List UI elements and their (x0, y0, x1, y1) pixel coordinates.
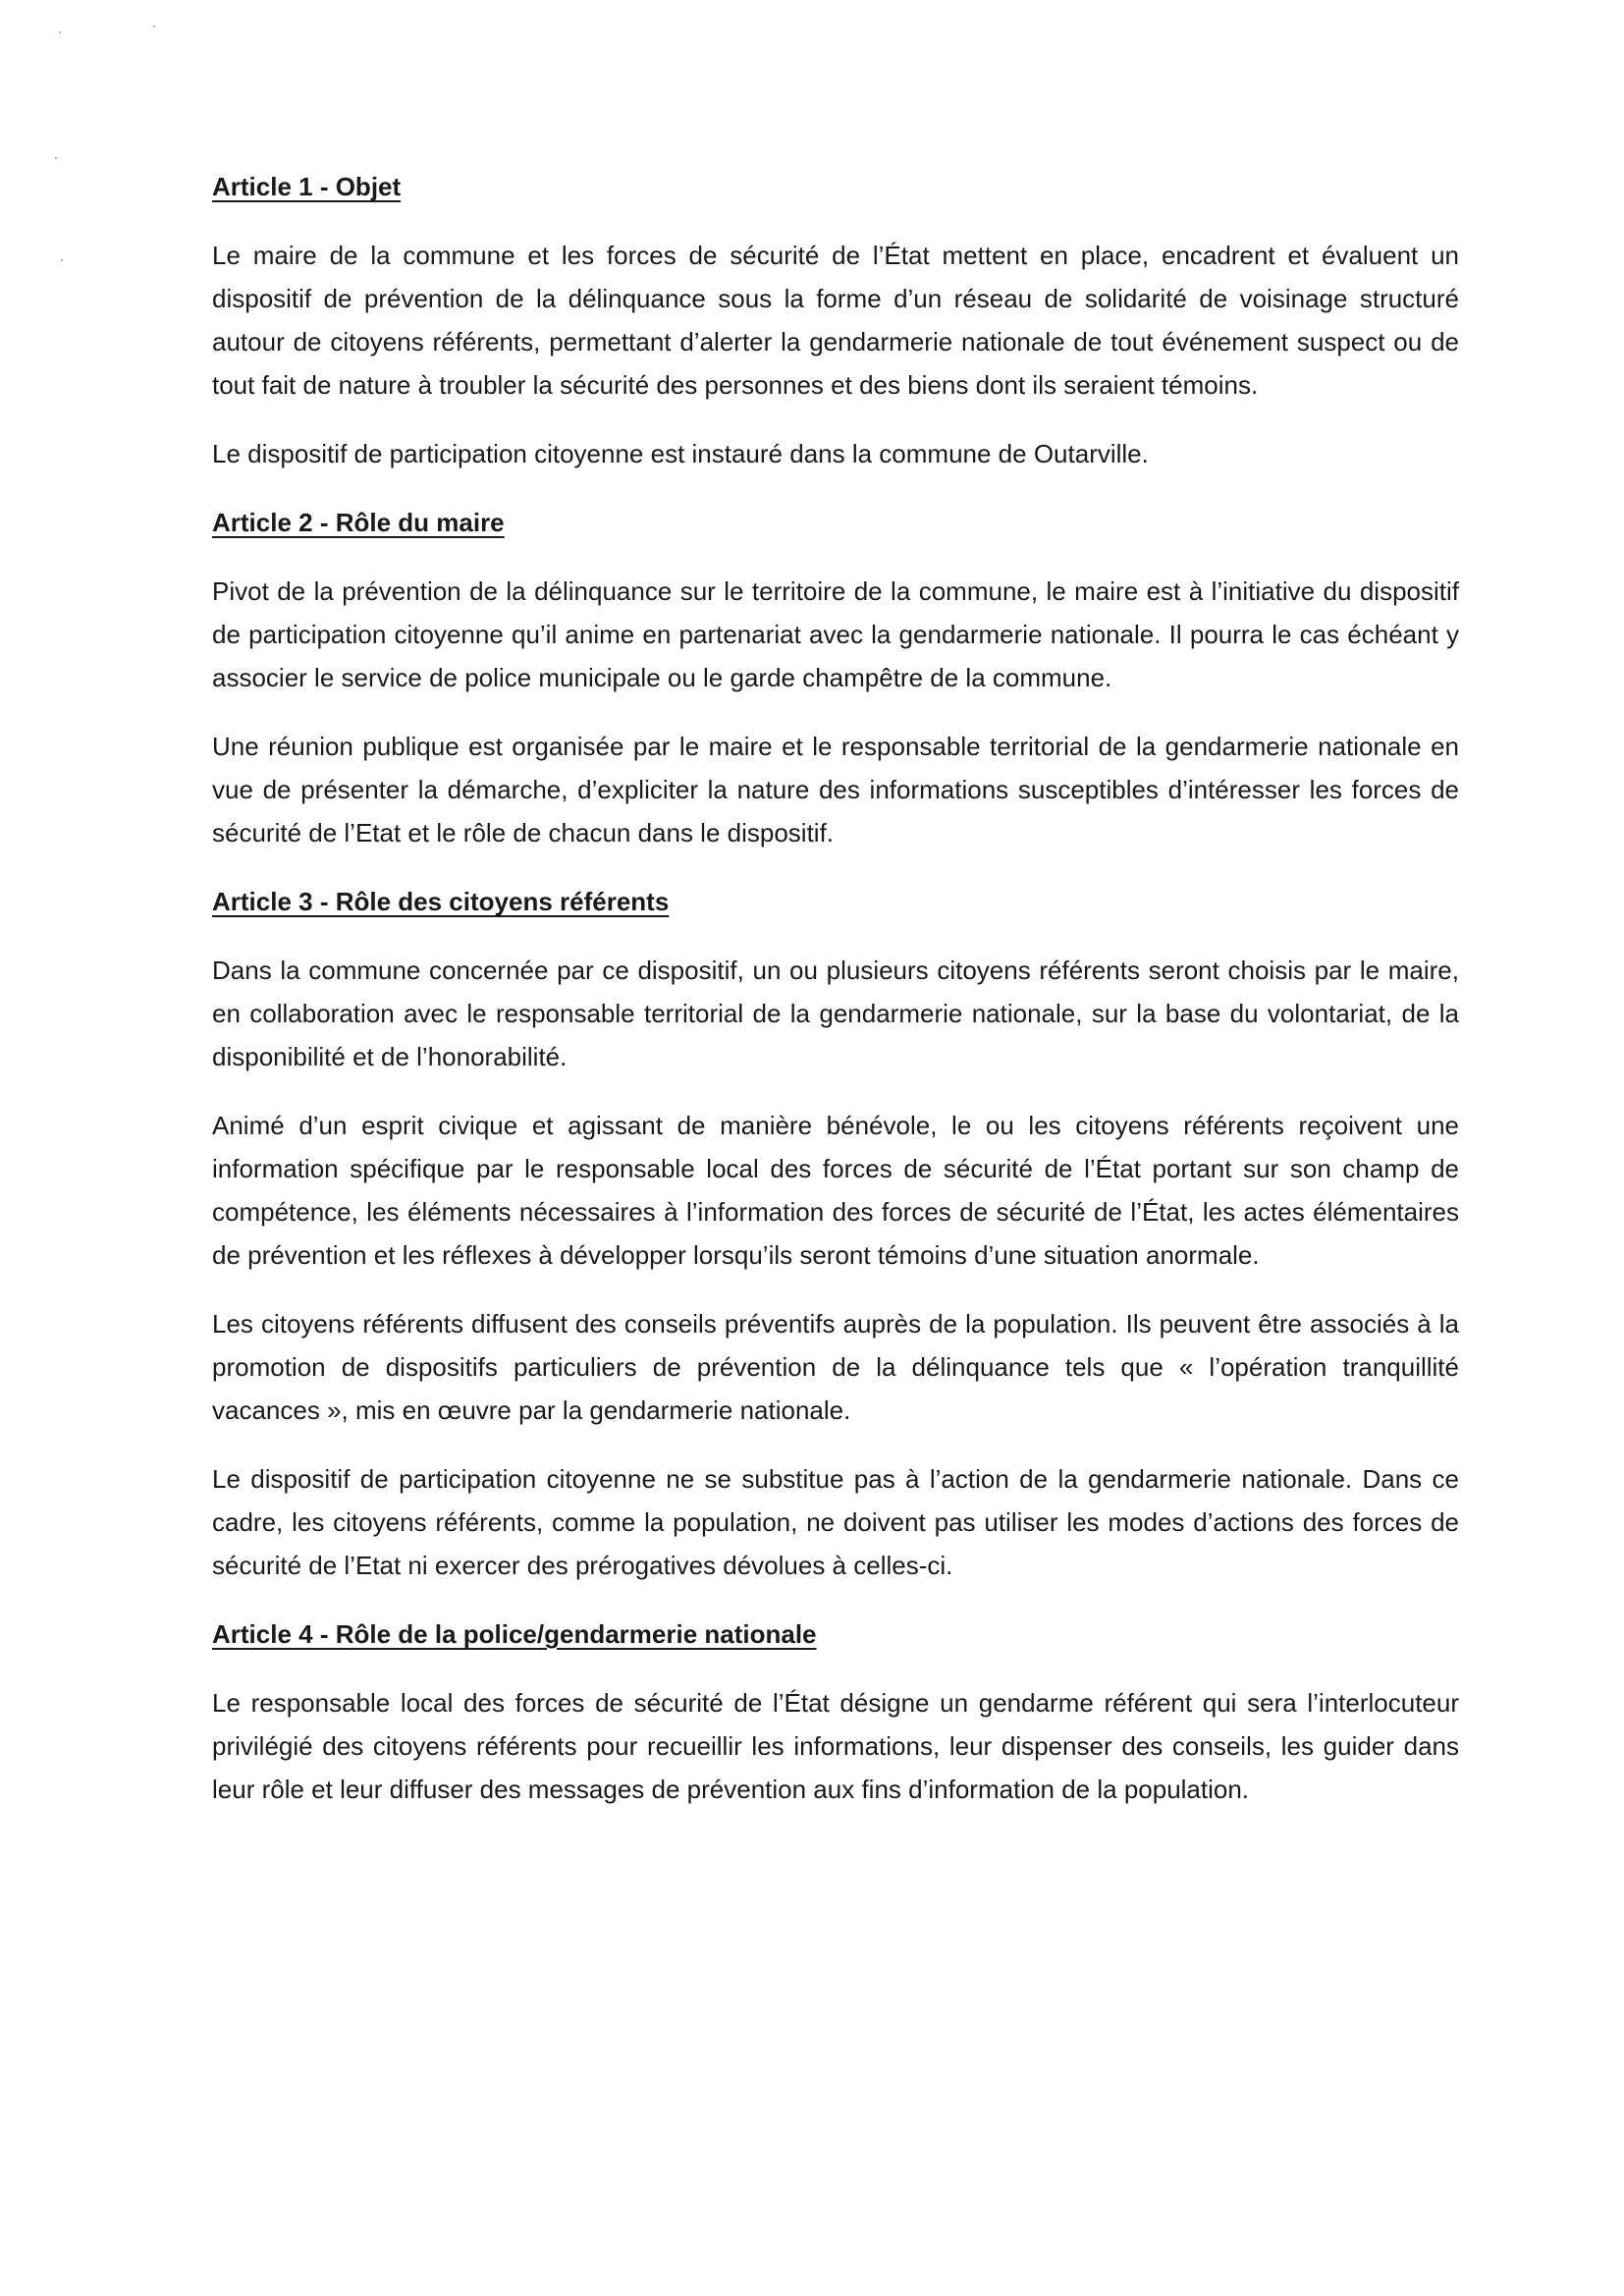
article-2 (212, 501, 1459, 854)
article-4-heading: Article 4 - Rôle de la police/gendarmerie nationale (212, 1619, 817, 1649)
article-3-paragraph: Animé d’un esprit civique et agissant de manière bénévole, le ou les citoyens référents reçoivent une information spécifique par le responsable local des forces de sécurité de l’État portant sur son champ de compétence, les éléments nécessaires à l’information des forces de sécurité de l’État, les actes élémentaires de prévention et les réflexes à développer lorsqu’ils seront témoins d’une situation anormale. (212, 1111, 1459, 1270)
article-2-heading: Article 2 - Rôle du maire (212, 508, 505, 537)
article-2-paragraph: Une réunion publique est organisée par le maire et le responsable territorial de la gendarmerie nationale en vue de présenter la démarche, d’expliciter la nature des informations susceptibles d’intéresser les forces de sécurité de l’Etat et le rôle de chacun dans le dispositif. (212, 732, 1459, 847)
article-3-heading: Article 3 - Rôle des citoyens référents (212, 887, 670, 916)
article-3-paragraph: Les citoyens référents diffusent des conseils préventifs auprès de la population. Ils peuvent être associés à la promotion de dispositifs particuliers de prévention de la délinquance tels que « l’opération tranquillité vacances », mis en œuvre par la gendarmerie nationale. (212, 1309, 1459, 1425)
scan-speck (153, 26, 155, 27)
article-3 (212, 880, 1459, 1587)
article-4-paragraph: Le responsable local des forces de sécurité de l’État désigne un gendarme référent qui sera l’interlocuteur privilégié des citoyens référents pour recueillir les informations, leur dispenser des conseils, les guider dans leur rôle et leur diffuser des messages de prévention aux fins d’information de la population. (212, 1688, 1459, 1804)
article-4 (212, 1613, 1459, 1811)
article-3-paragraph: Le dispositif de participation citoyenne ne se substitue pas à l’action de la gendarmerie nationale. Dans ce cadre, les citoyens référents, comme la population, ne doivent pas utiliser les modes d’actions des forces de sécurité de l’Etat ni exercer des prérogatives dévolues à celles-ci. (212, 1464, 1459, 1580)
article-2-paragraph: Pivot de la prévention de la délinquance sur le territoire de la commune, le maire est à l’initiative du dispositif de participation citoyenne qu’il anime en partenariat avec la gendarmerie nationale. Il pourra le cas échéant y associer le service de police municipale ou le garde champêtre de la commune. (212, 576, 1459, 692)
article-1-heading: Article 1 - Objet (212, 172, 402, 201)
article-1-paragraph: Le dispositif de participation citoyenne est instauré dans la commune de Outarville. (212, 439, 1149, 468)
article-3-paragraph: Dans la commune concernée par ce dispositif, un ou plusieurs citoyens référents seront choisis par le maire, en collaboration avec le responsable territorial de la gendarmerie nationale, sur la base du volontariat, de la disponibilité et de l’honorabilité. (212, 956, 1459, 1071)
article-1-paragraph: Le maire de la commune et les forces de sécurité de l’État mettent en place, encadrent et évaluent un dispositif de prévention de la délinquance sous la forme d’un réseau de solidarité de voisinage structuré autour de citoyens référents, permettant d’alerter la gendarmerie nationale de tout événement suspect ou de tout fait de nature à troubler la sécurité des personnes et des biens dont ils seraient témoins. (212, 241, 1459, 400)
scan-speck (61, 259, 63, 261)
article-1 (212, 165, 1459, 475)
scan-speck (59, 31, 61, 33)
document-page (212, 165, 1459, 1836)
scan-speck (55, 157, 57, 159)
